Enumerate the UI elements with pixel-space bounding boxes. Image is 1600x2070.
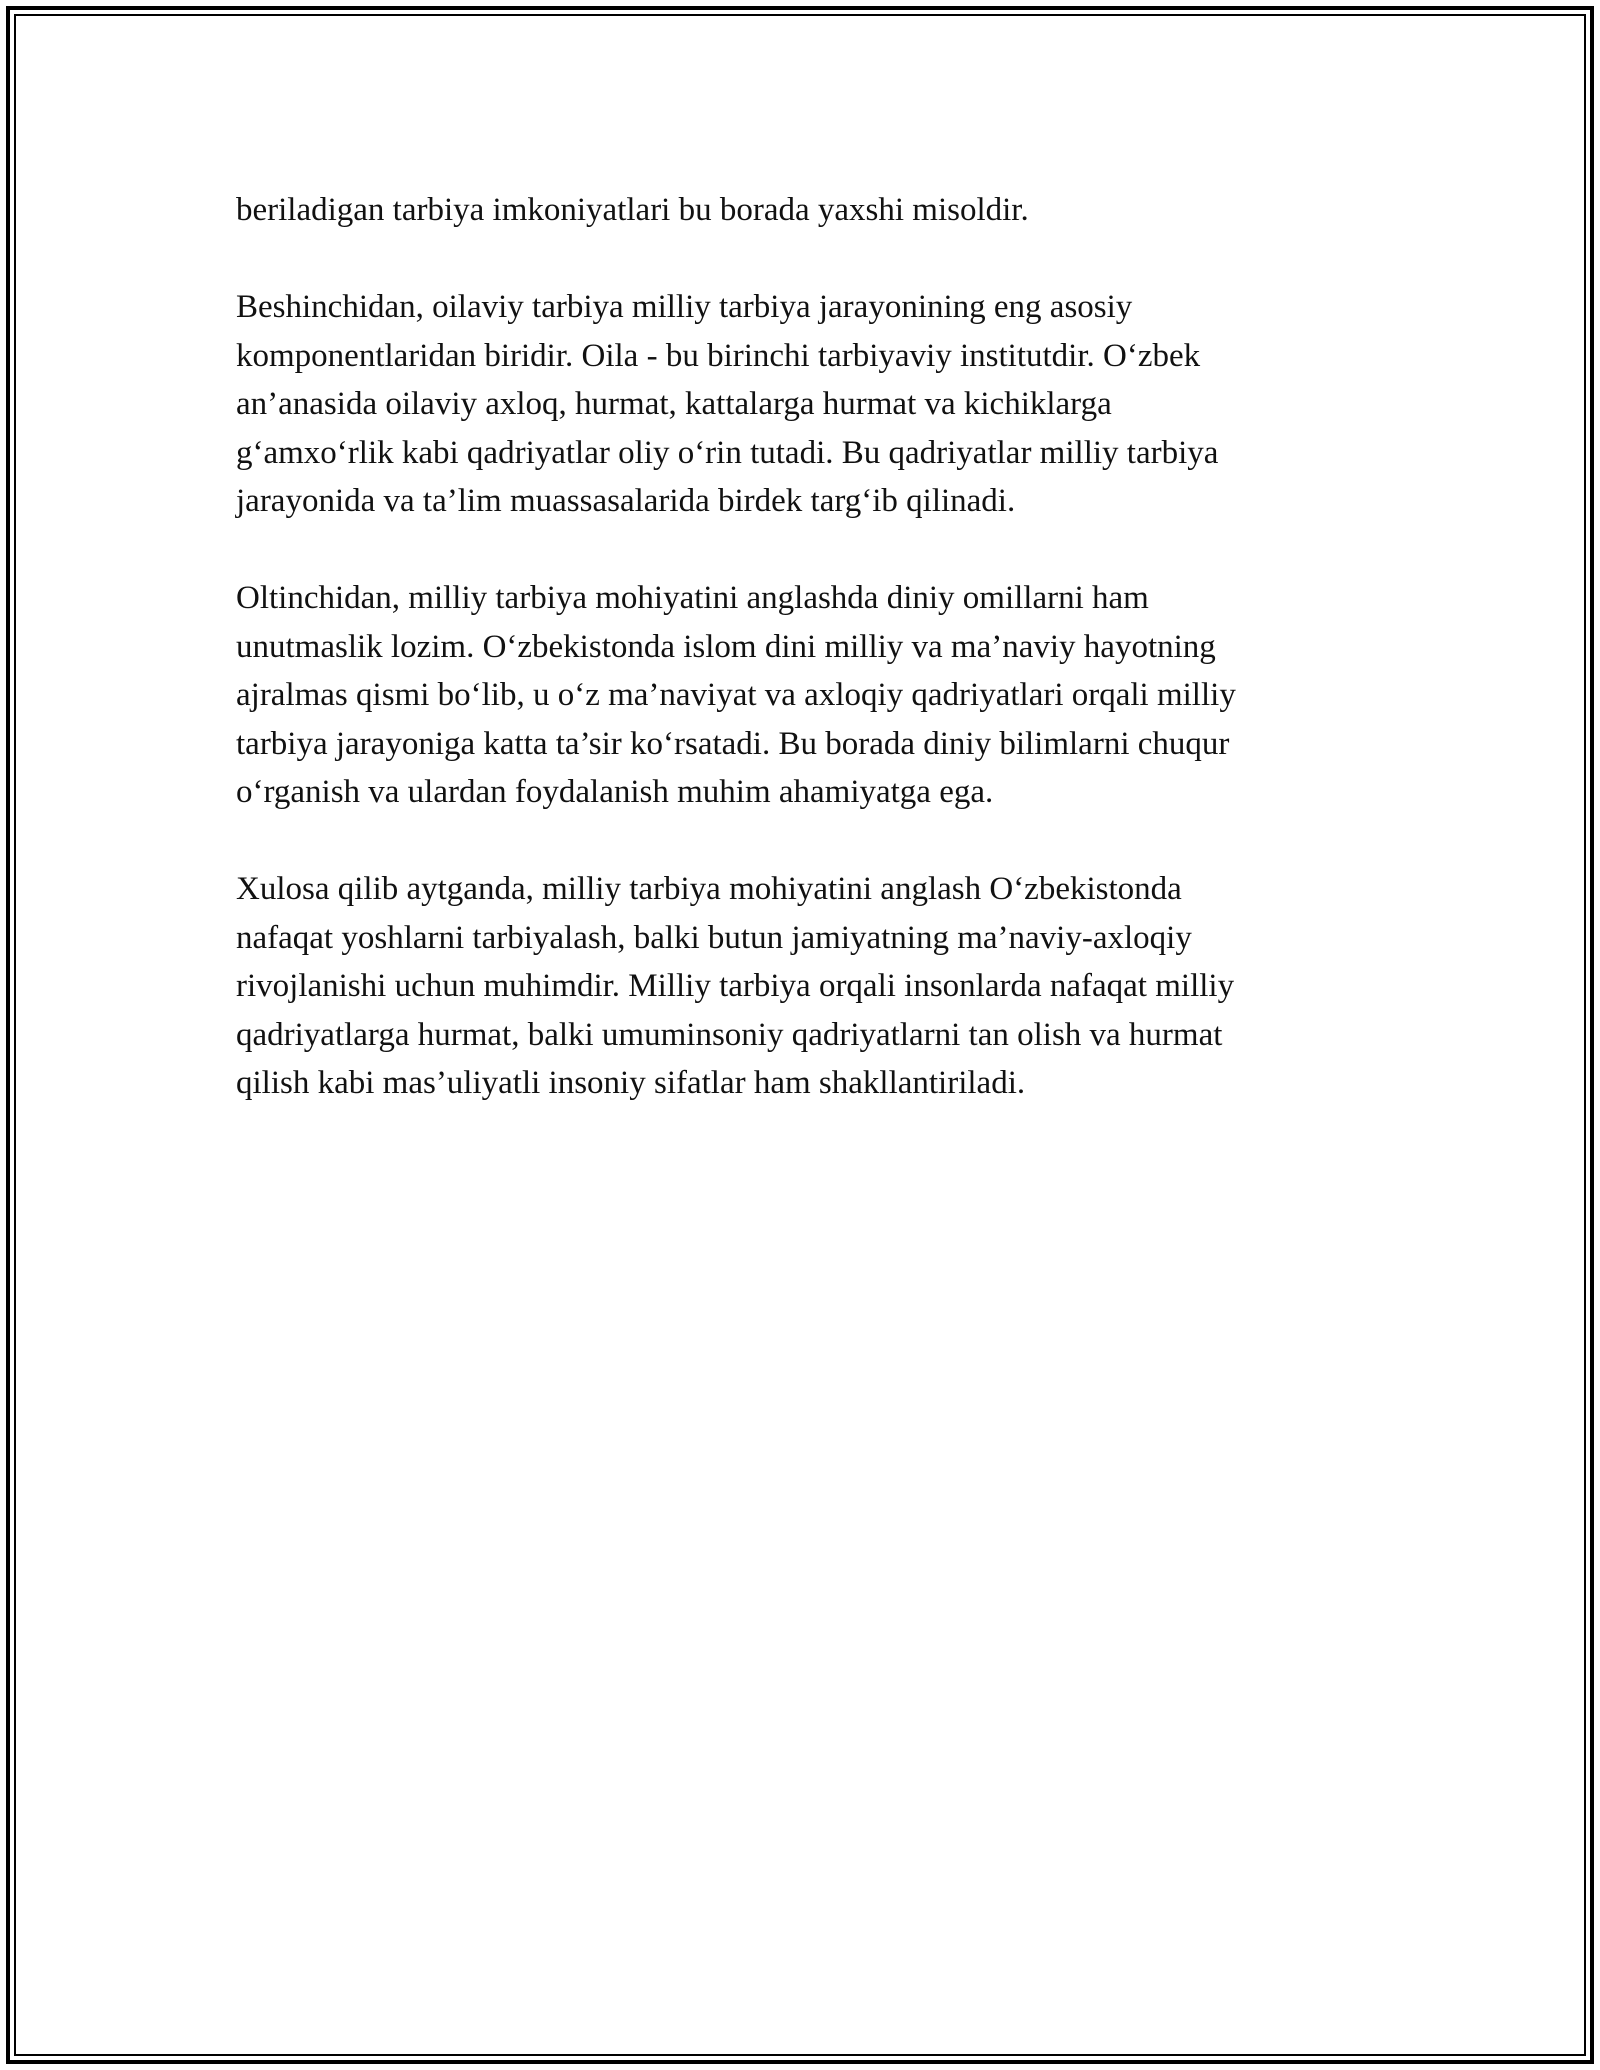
- document-body: [236, 186, 1366, 1156]
- text-line: nafaqat yoshlarni tarbiyalash, balki butun jamiyatning ma’naviy-axloqiy: [236, 919, 1192, 956]
- text-line: Beshinchidan, oilaviy tarbiya milliy tarbiya jarayonining eng asosiy: [236, 289, 1133, 325]
- text-line: unutmaslik lozim. O‘zbekistonda islom dini milliy va ma’naviy hayotning: [236, 628, 1216, 665]
- text-line: qilish kabi mas’uliyatli insoniy sifatlar ham shakllantiriladi.: [236, 1065, 1026, 1101]
- text-line: o‘rganish va ulardan foydalanish muhim ahamiyatga ega.: [236, 774, 994, 810]
- paragraph-beshinchidan: [236, 283, 1366, 526]
- text-line: Oltinchidan, milliy tarbiya mohiyatini anglashda diniy omillarni ham: [236, 580, 1149, 616]
- text-line: tarbiya jarayoniga katta ta’sir ko‘rsatadi. Bu borada diniy bilimlarni chuqur: [236, 725, 1230, 762]
- text-line: beriladigan tarbiya imkoniyatlari bu borada yaxshi misoldir.: [236, 192, 1029, 228]
- paragraph-oltinchidan: [236, 574, 1366, 817]
- paragraph-continuation: [236, 186, 1366, 235]
- text-line: Xulosa qilib aytganda, milliy tarbiya mohiyatini anglash O‘zbekistonda: [236, 871, 1182, 907]
- text-line: komponentlaridan biridir. Oila - bu birinchi tarbiyaviy institutdir. O‘zbek: [236, 337, 1201, 374]
- text-line: qadriyatlarga hurmat, balki umuminsoniy qadriyatlarni tan olish va hurmat: [236, 1016, 1223, 1053]
- text-line: an’anasida oilaviy axloq, hurmat, kattalarga hurmat va kichiklarga: [236, 386, 1112, 422]
- text-line: jarayonida va ta’lim muassasalarida birdek targ‘ib qilinadi.: [236, 483, 1016, 519]
- text-line: g‘amxo‘rlik kabi qadriyatlar oliy o‘rin tutadi. Bu qadriyatlar milliy tarbiya: [236, 434, 1219, 471]
- text-line: rivojlanishi uchun muhimdir. Milliy tarbiya orqali insonlarda nafaqat milliy: [236, 968, 1235, 1004]
- text-line: ajralmas qismi bo‘lib, u o‘z ma’naviyat va axloqiy qadriyatlari orqali milliy: [236, 677, 1236, 713]
- paragraph-xulosa: [236, 865, 1366, 1108]
